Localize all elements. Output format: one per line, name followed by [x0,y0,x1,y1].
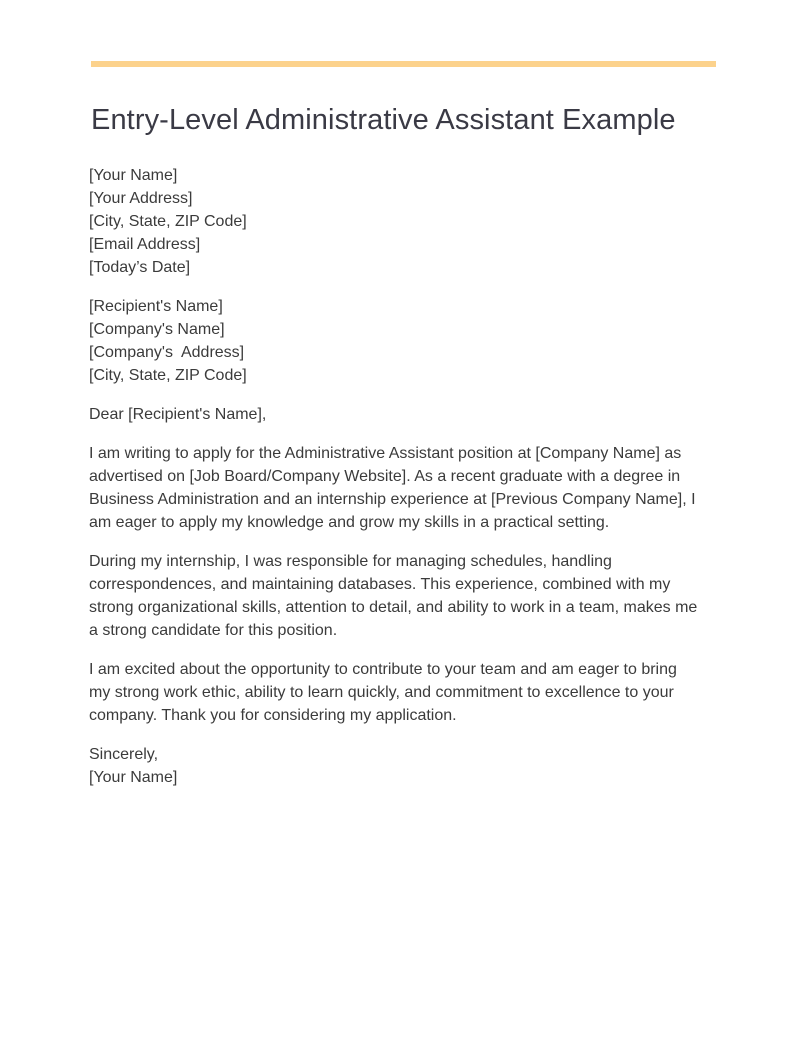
sender-block [89,164,699,279]
sender-name: [Your Name] [89,167,178,184]
sender-address: [Your Address] [89,190,193,207]
body-paragraph-1: I am writing to apply for the Administrative Assistant position at [Company Name] as advertised on [Job Board/Company Website]. As a recent graduate with a degree in Business Administration and an internship experience at [Previous Company Name], I am eager to apply my knowledge and grow my skills in a practical setting. [89,445,696,531]
recipient-address: [Company's Address] [89,344,245,361]
closing-name: [Your Name] [89,769,178,786]
recipient-name: [Recipient's Name] [89,298,223,315]
recipient-block [89,295,699,387]
page-title: Entry-Level Administrative Assistant Example [91,104,676,136]
salutation: Dear [Recipient's Name], [89,406,267,423]
sender-email: [Email Address] [89,236,201,253]
letter-body [89,164,699,805]
recipient-company: [Company's Name] [89,321,225,338]
closing-block [89,743,699,789]
sender-city-state-zip: [City, State, ZIP Code] [89,213,247,230]
recipient-city-state-zip: [City, State, ZIP Code] [89,367,247,384]
sender-date: [Today’s Date] [89,259,191,276]
body-paragraph-2: During my internship, I was responsible for managing schedules, handling correspondences, and maintaining databases. This experience, combined with my strong organizational skills, attention to detail, and ability to work in a team, makes me a strong candidate for this position. [89,553,698,639]
closing-word: Sincerely, [89,746,159,763]
body-paragraph-3: I am excited about the opportunity to contribute to your team and am eager to bring my strong work ethic, ability to learn quickly, and commitment to excellence to your company. Thank you for considering my application. [89,661,677,724]
accent-bar [91,61,716,67]
